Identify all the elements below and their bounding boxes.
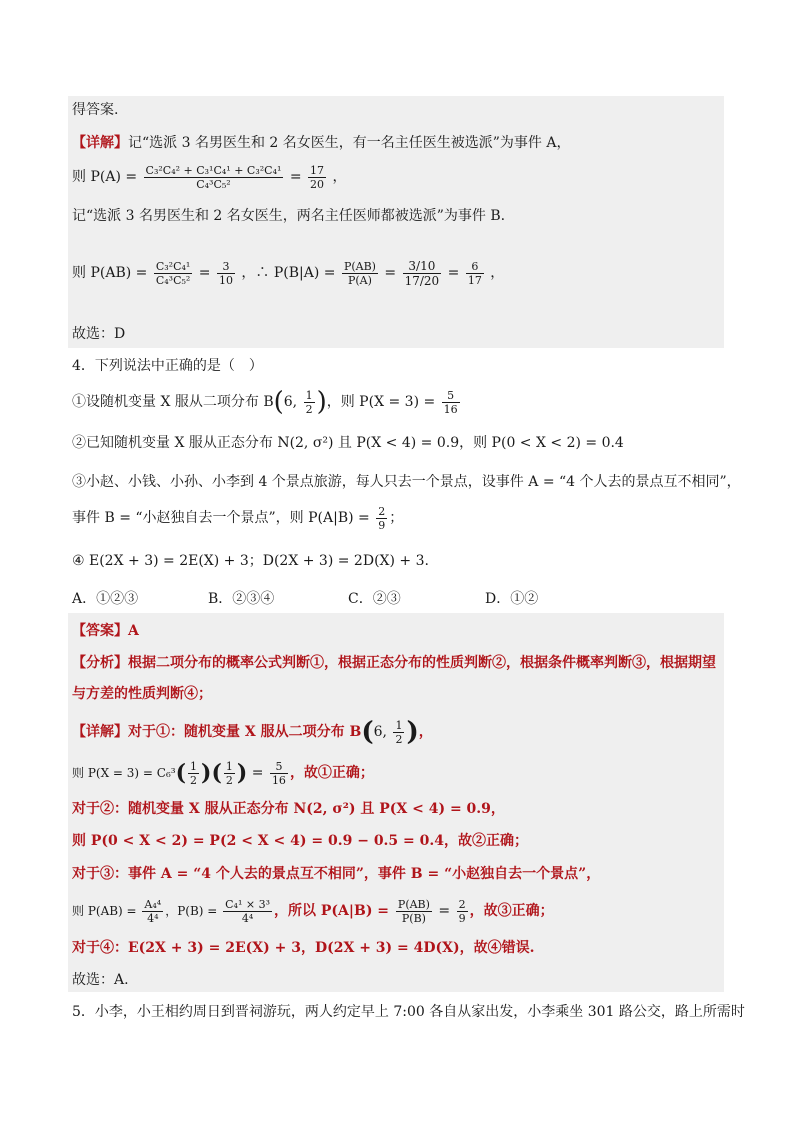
answer-value: A — [128, 623, 139, 639]
detail-text: ，故①正确； — [289, 765, 374, 781]
statement-text: ； — [389, 510, 404, 526]
option-c[interactable]: C．②③ — [348, 591, 401, 607]
formula-text: 则 P(A) = — [72, 169, 142, 185]
fraction — [223, 898, 272, 925]
detail-text: ，故③正确； — [469, 903, 554, 919]
q4-statement-2: ②已知随机变量 X 服从正态分布 N(2, σ²) 且 P(X < 4) = 0.9，则 P(0 < X < 2) = 0.4 — [72, 435, 624, 451]
fraction — [217, 260, 235, 287]
detail-formula: = — [433, 903, 455, 919]
fraction-numerator: C₃²C₄² + C₃¹C₄¹ + C₃²C₄¹ — [145, 163, 282, 177]
option-d[interactable]: D．①② — [485, 591, 539, 607]
fraction-denominator: 16 — [271, 773, 286, 787]
formula-text: ， — [332, 169, 347, 185]
q4-answer — [72, 621, 139, 641]
fraction-numerator: C₃²C₄¹ — [155, 259, 191, 273]
q4-detail-4: 则 P(0 < X < 2) = P(2 < X < 4) = 0.9 − 0.5 = 0.4，故②正确； — [72, 833, 529, 849]
q3-detail-line-3: 记“选派 3 名男医生和 2 名女医生，两名主任医师都被选派”为事件 B. — [72, 208, 506, 224]
q4-detail-6 — [72, 893, 554, 929]
formula-text: = — [289, 169, 307, 185]
statement-text: ，则 P(X = 3) = — [326, 394, 440, 410]
q4-detail-5: 对于③：事件 A = “4 个人去的景点互不相同”，事件 B = “小赵独自去一个景点”， — [72, 866, 601, 882]
fraction-denominator: 17 — [467, 273, 482, 287]
paren-close: ) — [236, 760, 248, 786]
fraction-numerator: 5 — [270, 760, 288, 774]
q4-statement-1 — [72, 384, 462, 420]
statement-text: 事件 B = “小赵独自去一个景点”，则 P(A|B) = — [72, 510, 375, 526]
fraction-denominator: 17/20 — [404, 273, 440, 288]
fraction — [466, 260, 484, 287]
fraction-numerator: 17 — [310, 163, 325, 177]
detail-tag: 【详解】 — [72, 724, 128, 740]
detail-text: ，所以 P(A|B) = — [274, 903, 394, 919]
q4-detail-1 — [72, 714, 433, 750]
formula-text: 则 P(AB) = — [72, 265, 152, 281]
paren-open: ( — [273, 387, 284, 417]
fraction — [457, 898, 468, 925]
q4-statement-4: ④ E(2X + 3) = 2E(X) + 3；D(2X + 3) = 2D(X) + 3. — [72, 553, 429, 569]
paren-open: ( — [175, 760, 187, 786]
fraction — [376, 505, 387, 532]
answer-tag: 【答案】 — [72, 623, 128, 639]
option-a[interactable]: A．①②③ — [72, 591, 139, 607]
fraction — [224, 760, 235, 787]
paren-close: ) — [316, 387, 327, 417]
fraction-denominator: 2 — [305, 402, 313, 416]
fraction — [154, 260, 192, 287]
fraction-numerator: A₄⁴ — [144, 897, 162, 911]
formula-text: = — [198, 265, 215, 281]
detail-tag: 【详解】 — [72, 135, 128, 151]
q4-statement-3b — [72, 500, 403, 536]
detail-text: 6, — [373, 724, 392, 740]
option-b[interactable]: B．②③④ — [208, 591, 275, 607]
q4-analysis-1 — [72, 653, 716, 673]
fraction-numerator: 1 — [305, 388, 313, 402]
fraction-denominator: 9 — [378, 518, 386, 532]
q3-choice: 故选：D — [72, 326, 126, 342]
fraction-denominator: 2 — [395, 732, 403, 746]
q4-choice: 故选：A. — [72, 972, 129, 988]
statement-text: 6, — [283, 394, 302, 410]
fraction-numerator: 3/10 — [403, 259, 442, 274]
q3-pa-formula — [72, 160, 346, 194]
detail-formula: 则 P(X = 3) = C₆³ — [72, 766, 176, 780]
fraction-denominator: 2 — [190, 773, 198, 787]
analysis-text: 根据二项分布的概率公式判断①，根据正态分布的性质判断②，根据条件概率判断③，根据期望 — [128, 655, 716, 671]
formula-text: ，∴ P(B|A) = — [241, 265, 340, 281]
fraction-numerator: 6 — [466, 260, 484, 274]
fraction — [188, 760, 199, 787]
detail-formula: ，P(B) = — [165, 904, 222, 918]
fraction-denominator: 20 — [310, 177, 325, 191]
fraction-denominator: 4⁴ — [147, 911, 159, 925]
fraction — [304, 389, 315, 416]
fraction-numerator: C₄¹ × 3³ — [225, 897, 270, 911]
fraction — [396, 898, 432, 925]
detail-text: ， — [418, 724, 433, 740]
fraction-numerator: 1 — [225, 759, 233, 773]
fraction-denominator: 9 — [458, 911, 466, 925]
q5-stem: 5．小李，小王相约周日到晋祠游玩，两人约定早上 7:00 各自从家出发，小李乘坐 301 路公交，路上所需时 — [72, 1004, 745, 1020]
fraction-denominator: P(B) — [401, 911, 426, 925]
formula-text: = — [384, 265, 401, 281]
analysis-tag: 【分析】 — [72, 655, 128, 671]
q3-detail-text: 记“选派 3 名男医生和 2 名女医生，有一名主任医生被选派”为事件 A， — [128, 135, 571, 151]
fraction — [144, 164, 284, 191]
fraction-numerator: P(AB) — [343, 259, 376, 273]
fraction-denominator: 16 — [443, 402, 458, 416]
detail-formula: 则 P(AB) = — [72, 904, 141, 918]
fraction-numerator: 2 — [378, 504, 386, 518]
fraction — [342, 260, 378, 287]
top-remark: 得答案. — [72, 102, 119, 118]
fraction-numerator: 5 — [442, 389, 460, 403]
q4-stem: 4．下列说法中正确的是（ ） — [72, 358, 263, 374]
q4-detail-2 — [72, 755, 374, 791]
detail-text: 对于①：随机变量 X 服从二项分布 B — [128, 724, 362, 740]
fraction-denominator: C₄³C₅² — [196, 177, 231, 191]
fraction-denominator: 10 — [218, 273, 233, 287]
q4-statement-3a: ③小赵、小钱、小孙、小李到 4 个景点旅游，每人只去一个景点，设事件 A = “4 个人去的景点互不相同”， — [72, 474, 741, 490]
q4-detail-3: 对于②：随机变量 X 服从正态分布 N(2, σ²) 且 P(X < 4) = 0.9， — [72, 801, 505, 817]
fraction-denominator: 2 — [225, 773, 233, 787]
fraction — [393, 719, 404, 746]
fraction — [270, 760, 288, 787]
detail-formula: = — [247, 765, 268, 781]
q4-detail-7: 对于④：E(2X + 3) = 2E(X) + 3，D(2X + 3) = 4D(X)，故④错误. — [72, 940, 535, 956]
paren-open: ( — [211, 760, 222, 786]
fraction — [308, 164, 326, 191]
fraction-numerator: 3 — [217, 260, 235, 274]
fraction — [442, 389, 460, 416]
fraction-numerator: 1 — [190, 759, 198, 773]
q3-pab-formula — [72, 238, 504, 308]
paren-close: ) — [201, 760, 212, 786]
fraction-numerator: 2 — [458, 897, 466, 911]
paren-open: ( — [361, 717, 374, 747]
fraction — [142, 898, 163, 925]
statement-text: ①设随机变量 X 服从二项分布 B — [72, 394, 274, 410]
fraction-denominator: P(A) — [347, 273, 372, 287]
fraction-numerator: 1 — [395, 718, 403, 732]
q3-detail-line-1 — [72, 133, 571, 153]
fraction-denominator: C₄³C₅² — [155, 273, 191, 287]
formula-text: ， — [490, 265, 505, 281]
fraction-numerator: P(AB) — [397, 897, 430, 911]
q4-analysis-2: 与方差的性质判断④； — [72, 686, 212, 702]
fraction-denominator: 4⁴ — [241, 911, 254, 925]
paren-close: ) — [406, 717, 419, 747]
formula-text: = — [447, 265, 464, 281]
compound-fraction — [403, 259, 442, 288]
